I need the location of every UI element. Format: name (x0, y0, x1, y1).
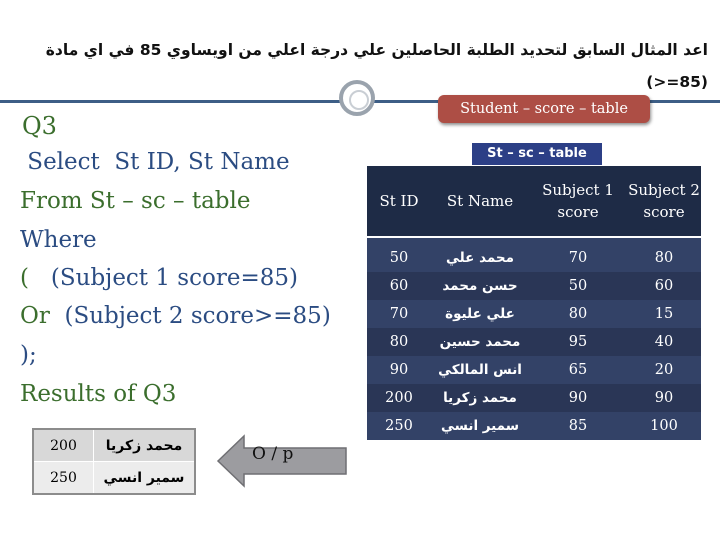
col-header-st-id: St ID (367, 166, 431, 237)
cell-st-name: محمد علي (431, 244, 529, 272)
question-label: Q3 (22, 112, 57, 140)
result-id: 250 (33, 462, 94, 495)
query-close-line: ); (20, 342, 37, 368)
cell-subject-1: 70 (529, 244, 627, 272)
table-title: St – sc – table (472, 143, 602, 165)
table-row (33, 462, 195, 495)
table-header-row (367, 166, 701, 237)
result-name: محمد زكريا (94, 429, 196, 462)
cell-subject-2: 80 (627, 244, 701, 272)
query-or-keyword: Or (20, 303, 58, 329)
cell-st-id: 70 (367, 300, 431, 328)
ring-ornament-icon (339, 80, 375, 116)
cell-subject-2: 20 (627, 356, 701, 384)
cell-st-name: سمير انسي (431, 412, 529, 440)
table-row (33, 429, 195, 462)
table-row (367, 384, 701, 412)
cell-st-id: 80 (367, 328, 431, 356)
query-open-paren: ( (20, 265, 37, 291)
cell-subject-1: 50 (529, 272, 627, 300)
cell-st-id: 60 (367, 272, 431, 300)
student-score-table (367, 166, 701, 440)
query-select-line: Select St ID, St Name (20, 149, 290, 175)
table-row (367, 244, 701, 272)
cell-subject-2: 100 (627, 412, 701, 440)
query-condition-2 (20, 302, 331, 330)
page-heading: اعد المثال السابق لتحديد الطلبة الحاصلين علي درجة اعلي من اويساوي 85 في اي مادة (85=<) (45, 41, 708, 91)
cell-st-name: انس المالكي (431, 356, 529, 384)
table-row (367, 272, 701, 300)
cell-subject-2: 40 (627, 328, 701, 356)
col-header-st-name: St Name (431, 166, 529, 237)
cell-subject-1: 65 (529, 356, 627, 384)
cell-st-id: 200 (367, 384, 431, 412)
cell-subject-2: 15 (627, 300, 701, 328)
output-label: O / p (252, 444, 294, 464)
table-spacer (367, 237, 701, 244)
cell-st-name: حسن محمد (431, 272, 529, 300)
table-row (367, 356, 701, 384)
result-table (32, 428, 196, 495)
result-id: 200 (33, 429, 94, 462)
cell-st-id: 50 (367, 244, 431, 272)
cell-st-name: محمد زكريا (431, 384, 529, 412)
query-condition-2-text: (Subject 2 score>=85) (57, 303, 331, 329)
cell-st-id: 90 (367, 356, 431, 384)
col-header-subject-1: Subject 1 score (529, 166, 627, 237)
query-condition-1 (20, 264, 298, 292)
table-row (367, 412, 701, 440)
cell-st-name: محمد حسين (431, 328, 529, 356)
cell-st-name: علي عليوة (431, 300, 529, 328)
cell-subject-1: 95 (529, 328, 627, 356)
cell-subject-1: 90 (529, 384, 627, 412)
table-tag: Student – score – table (438, 95, 650, 123)
cell-st-id: 250 (367, 412, 431, 440)
result-name: سمير انسي (94, 462, 196, 495)
table-row (367, 300, 701, 328)
cell-subject-1: 80 (529, 300, 627, 328)
col-header-subject-2: Subject 2 score (627, 166, 701, 237)
query-from-line: From St – sc – table (20, 188, 251, 214)
table-row (367, 328, 701, 356)
results-label: Results of Q3 (20, 381, 177, 407)
cell-subject-1: 85 (529, 412, 627, 440)
cell-subject-2: 90 (627, 384, 701, 412)
cell-subject-2: 60 (627, 272, 701, 300)
query-where-line: Where (20, 227, 97, 253)
query-condition-1-text: (Subject 1 score=85) (36, 265, 298, 291)
